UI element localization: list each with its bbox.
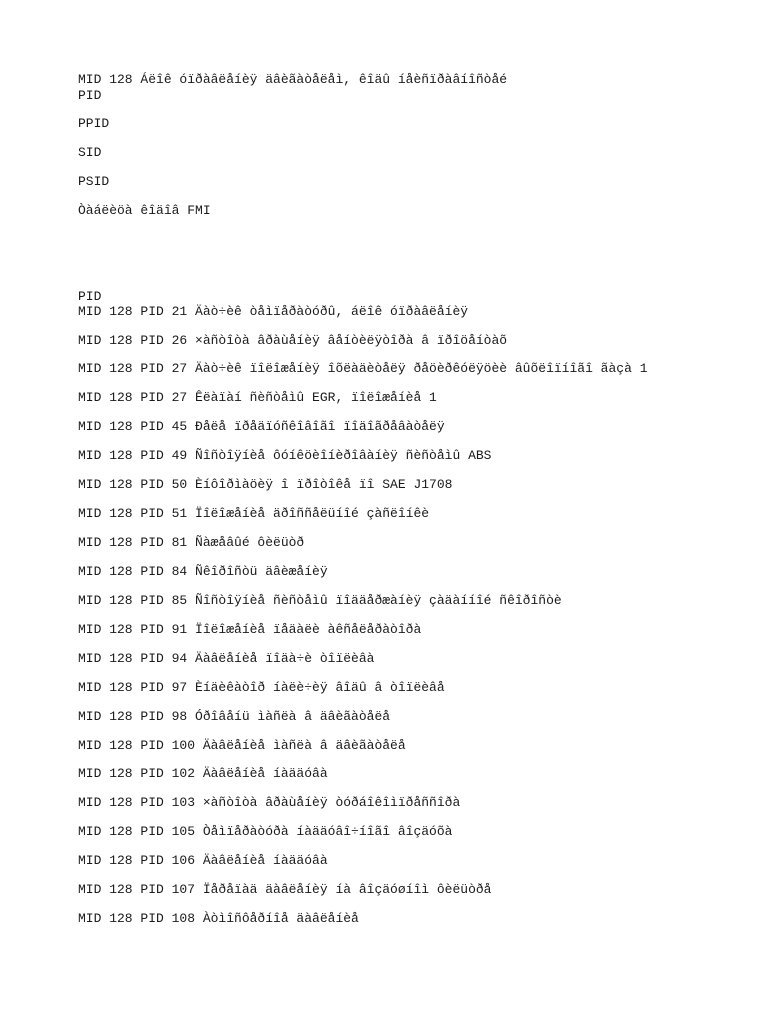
pid-row: MID 128 PID 108 Àòìîñôåðíîå äàâëåíèå [78, 911, 359, 926]
pid-row: MID 128 PID 106 Äàâëåíèå íàääóâà [78, 853, 328, 868]
document-title: MID 128 Áëîê óïðàâëåíèÿ äâèãàòåëåì, êîäû íåèñïðàâíîñòåé [78, 72, 508, 87]
pid-row: MID 128 PID 45 Ðåëå ïðåäïóñêîâîãî ïîäîãðåâàòåëÿ [78, 419, 445, 434]
pid-row: MID 128 PID 103 ×àñòîòà âðàùåíèÿ òóðáîêîìïðåññîðà [78, 795, 461, 810]
pid-row: MID 128 PID 91 Ïîëîæåíèå ïåäàëè àêñåëåðàòîðà [78, 622, 422, 637]
code-label-sid: SID [78, 145, 102, 160]
pid-row: MID 128 PID 51 Ïîëîæåíèå äðîññåëüíîé çàñëîíêè [78, 506, 430, 521]
pid-row: MID 128 PID 97 Èíäèêàòîð íàëè÷èÿ âîäû â òîïëèâå [78, 680, 445, 695]
pid-row: MID 128 PID 21 Äàò÷èê òåìïåðàòóðû, áëîê óïðàâëåíèÿ [78, 304, 469, 319]
pid-row: MID 128 PID 49 Ñîñòîÿíèå ôóíêöèîíèðîâàíèÿ ñèñòåìû ABS [78, 448, 492, 463]
fmi-table-label: Òàáëèöà êîäîâ FMI [78, 203, 211, 218]
pid-row: MID 128 PID 26 ×àñòîòà âðàùåíèÿ âåíòèëÿòîðà â ïðîöåíòàõ [78, 333, 508, 348]
pid-row: MID 128 PID 27 Êëàïàí ñèñòåìû EGR, ïîëîæåíèå 1 [78, 390, 437, 405]
pid-row: MID 128 PID 85 Ñîñòîÿíèå ñèñòåìû ïîääåðæàíèÿ çàäàííîé ñêîðîñòè [78, 593, 562, 608]
pid-row: MID 128 PID 81 Ñàæåâûé ôèëüòð [78, 535, 305, 550]
pid-row: MID 128 PID 105 Òåìïåðàòóðà íàääóâî÷íîãî âîçäóõà [78, 824, 453, 839]
pid-row: MID 128 PID 100 Äàâëåíèå ìàñëà â äâèãàòåëå [78, 738, 406, 753]
pid-row: MID 128 PID 107 Ïåðåïàä äàâëåíèÿ íà âîçäóøíîì ôèëüòðå [78, 882, 492, 897]
pid-row: MID 128 PID 27 Äàò÷èê ïîëîæåíèÿ îõëàäèòåëÿ ðåöèðêóëÿöèè âûõëîïíîãî ãàçà 1 [78, 361, 648, 376]
code-label-pid: PID [78, 88, 102, 103]
pid-row: MID 128 PID 98 Óðîâåíü ìàñëà â äâèãàòåëå [78, 709, 391, 724]
code-label-ppid: PPID [78, 116, 110, 131]
code-label-psid: PSID [78, 174, 110, 189]
pid-row: MID 128 PID 84 Ñêîðîñòü äâèæåíèÿ [78, 564, 328, 579]
pid-section-heading: PID [78, 289, 102, 304]
pid-row: MID 128 PID 94 Äàâëåíèå ïîäà÷è òîïëèâà [78, 651, 375, 666]
pid-row: MID 128 PID 50 Èíôîðìàöèÿ î ïðîòîêå ïî SAE J1708 [78, 477, 453, 492]
pid-row: MID 128 PID 102 Äàâëåíèå íàääóâà [78, 766, 328, 781]
